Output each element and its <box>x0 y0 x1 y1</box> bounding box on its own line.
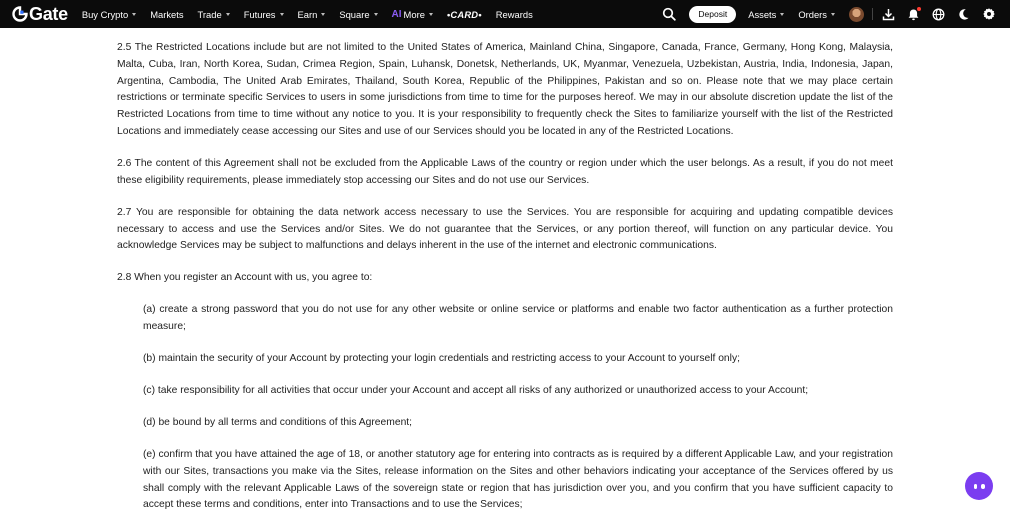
bell-icon[interactable] <box>907 8 920 21</box>
menu-orders[interactable] <box>798 9 835 20</box>
gate-logo-icon <box>12 6 28 22</box>
menu-rewards[interactable]: Rewards <box>495 8 533 20</box>
assets-label: Assets <box>748 8 777 20</box>
agreement-clause: 2.5 The Restricted Locations include but are not limited to the United States of America, Mainland China, Singapore, Canada, France, Germany, Hong Kong, Malaysia, Malta, Cuba, Iran, North Korea, Sudan, Crimea Region, Spain, Luhansk, Donetsk, Netherlands, UK, Myanmar, Venezuela, Uzbekistan, Austria, India, Indonesia, Japan, Argentina, Cambodia, The United Arab Emirates, Thailand, South Korea, Republic of the Philippines, Pakistan and so on. Please note that we may place certain restrictions or terminate specific Services to users in some jurisdictions from time to time for the purposes hereof. We may in our absolute discretion update the list of the Restricted Locations from time to time without any notice to you. It is your responsibility to frequently check the Sites to familiarize yourself with the list of the Restricted Locations and immediately cease accessing our Sites and use of our Services should you be located in any of the Restricted Locations. <box>117 42 893 137</box>
menu-assets[interactable] <box>748 9 784 20</box>
brand-name: Gate <box>29 3 68 24</box>
search-icon[interactable] <box>662 7 676 21</box>
chevron-down-icon <box>374 13 378 16</box>
more-label: More <box>403 8 425 20</box>
agreement-clause: 2.7 You are responsible for obtaining the data network access necessary to use the Services. You are responsible for acquiring and updating compatible devices necessary to access and use the Services and/or Sites. We do not guarantee that the Services, or any portion thereof, will function on any particular device. You acknowledge Services may be subject to malfunctions and delays inherent in the use of the internet and electronic communications. <box>117 206 893 252</box>
menu-futures[interactable] <box>244 9 284 20</box>
agreement-clause: 2.8 When you register an Account with us, you agree to: <box>117 272 373 284</box>
orders-label: Orders <box>798 8 827 20</box>
chat-bot-icon <box>981 484 985 489</box>
menu-card[interactable]: •CARD• <box>446 8 482 20</box>
menu-label: Earn <box>297 8 318 20</box>
divider <box>872 8 873 20</box>
avatar[interactable] <box>849 7 864 22</box>
moon-icon[interactable] <box>957 8 970 21</box>
top-navigation-bar <box>0 0 1010 28</box>
chat-bot-button[interactable] <box>965 472 993 500</box>
notification-badge <box>917 7 921 11</box>
agreement-subclause: (e) confirm that you have attained the age of 18, or another statutory age for entering into contracts as is required by a different Applicable Law, and your registration with our Sites, transactions you make via the Sites, release information on the Sites and other behaviors indicating your acceptance of the Services offered by us shall comply with the relevant Applicable Laws of the sovereign state or region that has jurisdiction over you, and you confirm that you have sufficient capacity to accept these terms and conditions, enter into Transactions and to use the Services; <box>143 449 893 511</box>
ai-icon: AI <box>391 8 402 20</box>
chevron-down-icon <box>226 13 230 16</box>
agreement-subclause: (a) create a strong password that you do not use for any other website or online service or platforms and enable two factor authentication as a further protection measure; <box>143 304 893 333</box>
menu-markets[interactable] <box>150 9 183 20</box>
main-menu <box>82 9 547 20</box>
chevron-down-icon <box>132 13 136 16</box>
gear-icon[interactable] <box>982 7 996 21</box>
nav-right-actions <box>662 0 1010 28</box>
chevron-down-icon <box>780 13 784 16</box>
menu-label: Buy Crypto <box>81 8 129 20</box>
gate-logo[interactable] <box>12 4 68 25</box>
chevron-down-icon <box>321 13 325 16</box>
menu-ai-more[interactable] <box>392 9 433 20</box>
chevron-down-icon <box>429 13 433 16</box>
chevron-down-icon <box>831 13 835 16</box>
agreement-subclause: (c) take responsibility for all activities that occur under your Account and accept all risks of any authorized or unauthorized access to your Account; <box>143 385 809 397</box>
menu-label: Markets <box>150 8 184 20</box>
deposit-button[interactable]: Deposit <box>689 6 736 23</box>
globe-icon[interactable] <box>932 8 945 21</box>
download-icon[interactable] <box>882 8 895 21</box>
agreement-content <box>117 40 893 529</box>
chat-bot-icon <box>974 484 978 489</box>
menu-label: Square <box>339 8 370 20</box>
agreement-clause: 2.6 The content of this Agreement shall not be excluded from the Applicable Laws of the country or region under which the user belongs. As a result, if you do not meet these eligibility requirements, please immediately stop accessing our Sites and do not use our Services. <box>117 157 893 186</box>
menu-label: Futures <box>243 8 276 20</box>
menu-buy-crypto[interactable] <box>82 9 136 20</box>
agreement-subclause: (d) be bound by all terms and conditions of this Agreement; <box>143 417 413 429</box>
menu-trade[interactable] <box>198 9 230 20</box>
menu-square[interactable] <box>339 9 377 20</box>
menu-earn[interactable] <box>298 9 326 20</box>
chevron-down-icon <box>280 13 284 16</box>
menu-label: Trade <box>197 8 222 20</box>
agreement-subclause: (b) maintain the security of your Account by protecting your login credentials and restricting access to your Account to yourself only; <box>143 353 740 365</box>
